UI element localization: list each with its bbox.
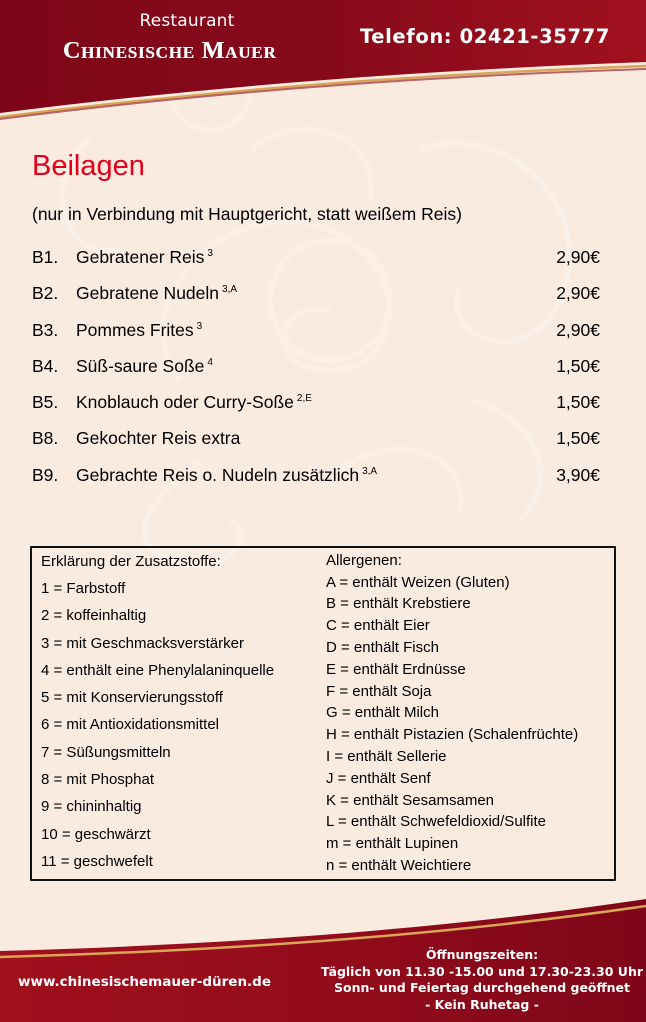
menu-item-name: Gekochter Reis extra bbox=[76, 428, 241, 449]
allergen-item: C = enthält Eier bbox=[326, 617, 430, 635]
menu-item-name: Knoblauch oder Curry-Soße $^{2,E}$ bbox=[76, 392, 312, 413]
menu-item-price: 2,90€ bbox=[556, 283, 600, 304]
allergen-item: L = enthält Schwefeldioxid/Sulfite bbox=[326, 813, 546, 831]
menu-item bbox=[32, 462, 600, 498]
additives-legend bbox=[41, 553, 326, 880]
menu-item-price: 1,50€ bbox=[556, 392, 600, 413]
menu-item-name: Gebratene Nudeln $^{3,A}$ bbox=[76, 283, 238, 304]
opening-hours-heading: Öffnungszeiten: bbox=[425, 947, 539, 962]
additives-heading: Erklärung der Zusatzstoffe: bbox=[41, 553, 221, 570]
allergen-item: m = enthält Lupinen bbox=[326, 835, 459, 853]
menu-item-code: B3. bbox=[32, 319, 59, 340]
allergens-legend bbox=[326, 552, 616, 879]
menu-item-additives: 3 bbox=[207, 248, 213, 259]
allergen-item: A = enthält Weizen (Gluten) bbox=[326, 573, 510, 591]
menu-item-price: 1,50€ bbox=[556, 355, 600, 376]
opening-hours-line: Sonn- und Feiertag durchgehend geöffnet bbox=[334, 980, 630, 995]
menu-item-code: B8. bbox=[32, 428, 59, 449]
menu-item-code: B9. bbox=[32, 464, 59, 485]
opening-hours-line: Täglich von 11.30 -15.00 und 17.30-23.30 Uhr bbox=[320, 963, 644, 979]
menu-item-additives: 4 bbox=[207, 356, 213, 368]
restaurant-name-logo: Chinesische Mauer bbox=[63, 38, 277, 64]
menu-item-code: B4. bbox=[32, 355, 59, 376]
allergen-item: D = enthält Fisch bbox=[326, 638, 439, 656]
additive-item: 4 = enthält eine Phenylalaninquelle bbox=[41, 661, 275, 679]
phone-number: Telefon: 02421-35777 bbox=[360, 25, 610, 48]
menu-item bbox=[32, 280, 600, 316]
menu-item-additives: 3 bbox=[196, 320, 203, 332]
menu-item bbox=[32, 353, 600, 389]
additive-item: 3 = mit Geschmacksverstärker bbox=[41, 634, 244, 652]
allergen-item: J = enthält Senf bbox=[326, 769, 431, 787]
menu-item bbox=[32, 317, 600, 353]
allergen-item: n = enthält Weichtiere bbox=[326, 856, 472, 874]
additive-item: 2 = koffeinhaltig bbox=[41, 607, 147, 625]
menu-item-code: B1. bbox=[32, 247, 59, 267]
menu-item-additives: 3,A bbox=[222, 284, 238, 296]
additive-item: 6 = mit Antioxidationsmittel bbox=[41, 716, 220, 734]
section-note: (nur in Verbindung mit Hauptgericht, statt weißem Reis) bbox=[32, 204, 462, 224]
menu-item-price: 1,50€ bbox=[556, 428, 600, 449]
menu-item-price: 2,90€ bbox=[556, 319, 600, 340]
additive-item: 5 = mit Konservierungsstoff bbox=[41, 689, 223, 707]
menu-item-additives: 3,A bbox=[362, 465, 378, 477]
menu-item-code: B2. bbox=[32, 283, 59, 304]
legend-box bbox=[30, 546, 616, 881]
allergen-item: G = enthält Milch bbox=[326, 704, 439, 722]
restaurant-label: Restaurant bbox=[139, 11, 235, 31]
menu-item-price: 2,90€ bbox=[556, 247, 600, 267]
allergen-item: B = enthält Krebstiere bbox=[326, 595, 471, 613]
menu-item-name: Gebratener Reis $^3$ bbox=[76, 247, 213, 267]
additive-item: 7 = Süßungsmitteln bbox=[41, 743, 171, 761]
allergen-item: I = enthält Sellerie bbox=[326, 747, 447, 765]
opening-hours-line: - Kein Ruhetag - bbox=[425, 996, 539, 1012]
menu-item-additives: 2,E bbox=[296, 393, 312, 405]
menu-item-code: B5. bbox=[32, 392, 59, 413]
allergen-item: E = enthält Erdnüsse bbox=[326, 660, 466, 678]
allergen-item: K = enthält Sesamsamen bbox=[326, 791, 495, 809]
menu-item-price: 3,90€ bbox=[556, 464, 600, 485]
additive-item: 11 = geschwefelt bbox=[41, 852, 153, 870]
menu-item-name: Pommes Frites $^3$ bbox=[76, 319, 203, 340]
menu-item bbox=[32, 425, 600, 461]
menu-item bbox=[32, 244, 600, 280]
additive-item: 1 = Farbstoff bbox=[41, 580, 126, 597]
website-link[interactable]: www.chinesischemauer-düren.de bbox=[18, 974, 272, 990]
additive-item: 10 = geschwärzt bbox=[41, 825, 151, 843]
menu-item-name: Gebrachte Reis o. Nudeln zusätzlich $^{3,A}$ bbox=[76, 464, 378, 485]
additive-item: 8 = mit Phosphat bbox=[41, 771, 154, 789]
allergens-heading: Allergenen: bbox=[326, 552, 402, 569]
additive-item: 9 = chininhaltig bbox=[41, 798, 142, 816]
menu-item bbox=[32, 389, 600, 425]
allergen-item: H = enthält Pistazien (Schalenfrüchte) bbox=[326, 726, 579, 744]
menu-list bbox=[32, 244, 600, 498]
section-title: Beilagen bbox=[32, 150, 145, 182]
menu-item-name: Süß-saure Soße $^4$ bbox=[76, 355, 213, 376]
opening-hours bbox=[318, 947, 646, 1013]
allergen-item: F = enthält Soja bbox=[326, 682, 432, 700]
